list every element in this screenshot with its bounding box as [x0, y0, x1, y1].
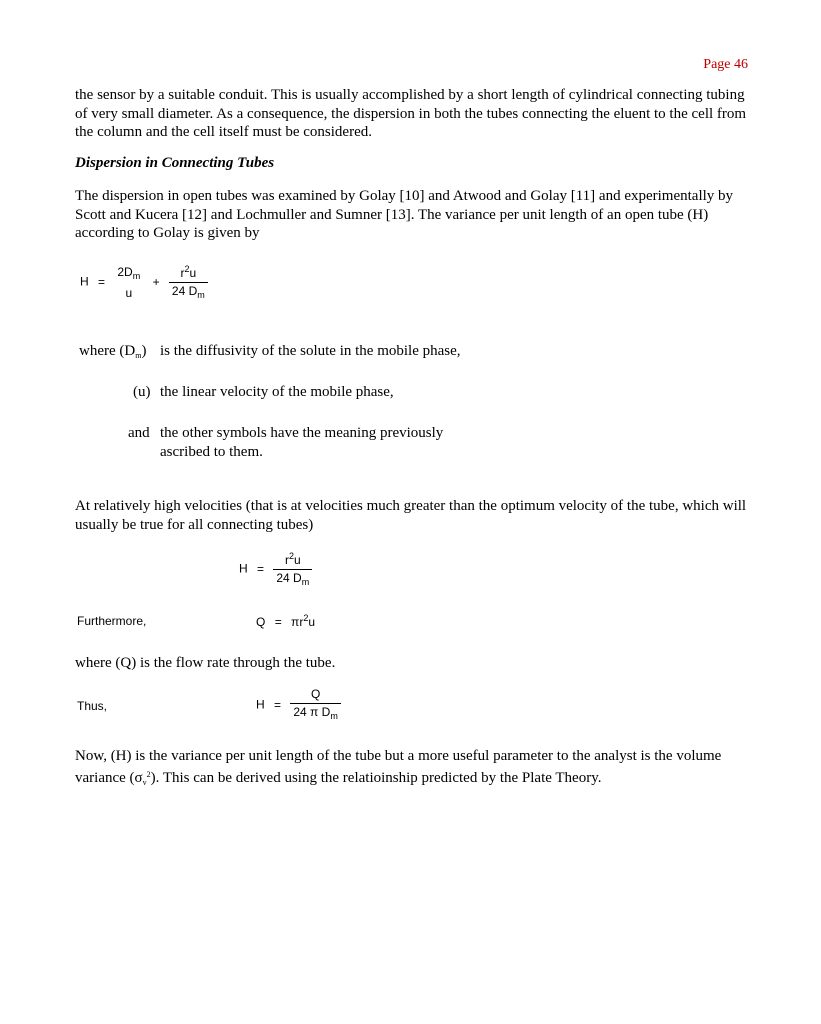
equation-flow-rate [256, 613, 315, 629]
intro-paragraph: the sensor by a suitable conduit. This is usually accomplished by a short length of cylindrical connecting tubing of very small diameter. As a consequence, the dispersion in both the tubes connecting the eluent to the cell from the column and the cell itself must be considered. [75, 87, 747, 140]
eq2-lhs: H [239, 561, 248, 576]
eq3-lhs: Q [256, 615, 266, 629]
eq1-plus: + [152, 274, 160, 289]
eq2-equals: = [257, 561, 265, 576]
flow-rate-paragraph: where (Q) is the flow rate through the tube. [75, 655, 336, 671]
definition-diffusivity [79, 342, 759, 362]
eq3-equals: = [274, 615, 282, 629]
definition-velocity [79, 383, 759, 403]
thus-label: Thus, [77, 699, 108, 713]
eq4-num: Q [310, 687, 321, 701]
def2-symbol: (u) [133, 384, 151, 400]
def1-symbol-end: ) [141, 343, 147, 359]
eq1-t2-num-r: r [180, 266, 185, 280]
eq1-term2 [169, 262, 208, 303]
final-post: ). This can be derived using the relatioinship predicted by the Plate Theory. [150, 769, 602, 786]
eq2-num-sup: 2 [288, 551, 294, 561]
eq2-num-u: u [293, 553, 301, 567]
eq1-t2-den: 24 D [171, 284, 198, 298]
equation-golay [80, 262, 208, 303]
def3-text: the other symbols have the meaning previously ascribed to them. [160, 425, 444, 460]
eq3-rhs-post: u [308, 615, 316, 629]
eq2-den: 24 D [276, 571, 302, 585]
def3-symbol: and [128, 425, 150, 441]
eq2-num-r: r [284, 553, 289, 567]
eq1-term1 [114, 265, 143, 301]
equation-high-velocity [239, 549, 312, 590]
eq2-fraction [273, 549, 312, 590]
eq4-den: 24 π D [293, 705, 331, 719]
definition-other-symbols [79, 424, 759, 464]
eq1-t2-num-sup: 2 [184, 264, 190, 274]
eq1-t1-den: u [125, 285, 133, 300]
eq1-t1-num: 2D [117, 264, 133, 279]
furthermore-label: Furthermore, [77, 614, 147, 628]
where-label: where [79, 343, 116, 359]
def1-sub: m [135, 351, 142, 360]
def1-symbol: (D [119, 343, 136, 359]
eq4-fraction [290, 687, 340, 724]
eq1-t1-num-sub: m [132, 270, 141, 281]
def2-text: the linear velocity of the mobile phase, [160, 384, 394, 400]
eq4-lhs: H [256, 697, 265, 712]
eq1-equals: = [98, 274, 106, 289]
high-velocity-paragraph: At relatively high velocities (that is at velocities much greater than the optimum velocity of the tube, which will usually be true for all connecting tubes) [75, 498, 747, 533]
final-sub: v [142, 777, 147, 787]
eq1-t2-den-sub: m [197, 290, 205, 300]
golay-paragraph: The dispersion in open tubes was examined by Golay [10] and Atwood and Golay [11] and experimentally by Scott and Kucera [12] and Lochmuller and Sumner [13]. The variance per unit length of an open tube (H) according to Golay is given by [75, 188, 734, 241]
eq2-den-sub: m [301, 577, 310, 587]
eq4-den-sub: m [330, 711, 338, 721]
eq1-t2-num-u: u [189, 266, 197, 280]
eq3-rhs-pre: πr [291, 615, 304, 629]
final-pre: Now, (H) is the variance per unit length of the tube but a more useful parameter to the analyst is the volume variance (σ [75, 748, 722, 786]
section-heading: Dispersion in Connecting Tubes [75, 155, 275, 171]
final-sup: 2 [146, 769, 151, 779]
eq3-rhs-sup: 2 [303, 613, 309, 623]
page-number: Page 46 [703, 57, 748, 72]
eq1-lhs: H [80, 274, 89, 289]
eq4-equals: = [274, 697, 282, 712]
def1-text: is the diffusivity of the solute in the mobile phase, [160, 343, 461, 359]
final-paragraph [75, 747, 755, 792]
equation-variance [256, 687, 341, 724]
